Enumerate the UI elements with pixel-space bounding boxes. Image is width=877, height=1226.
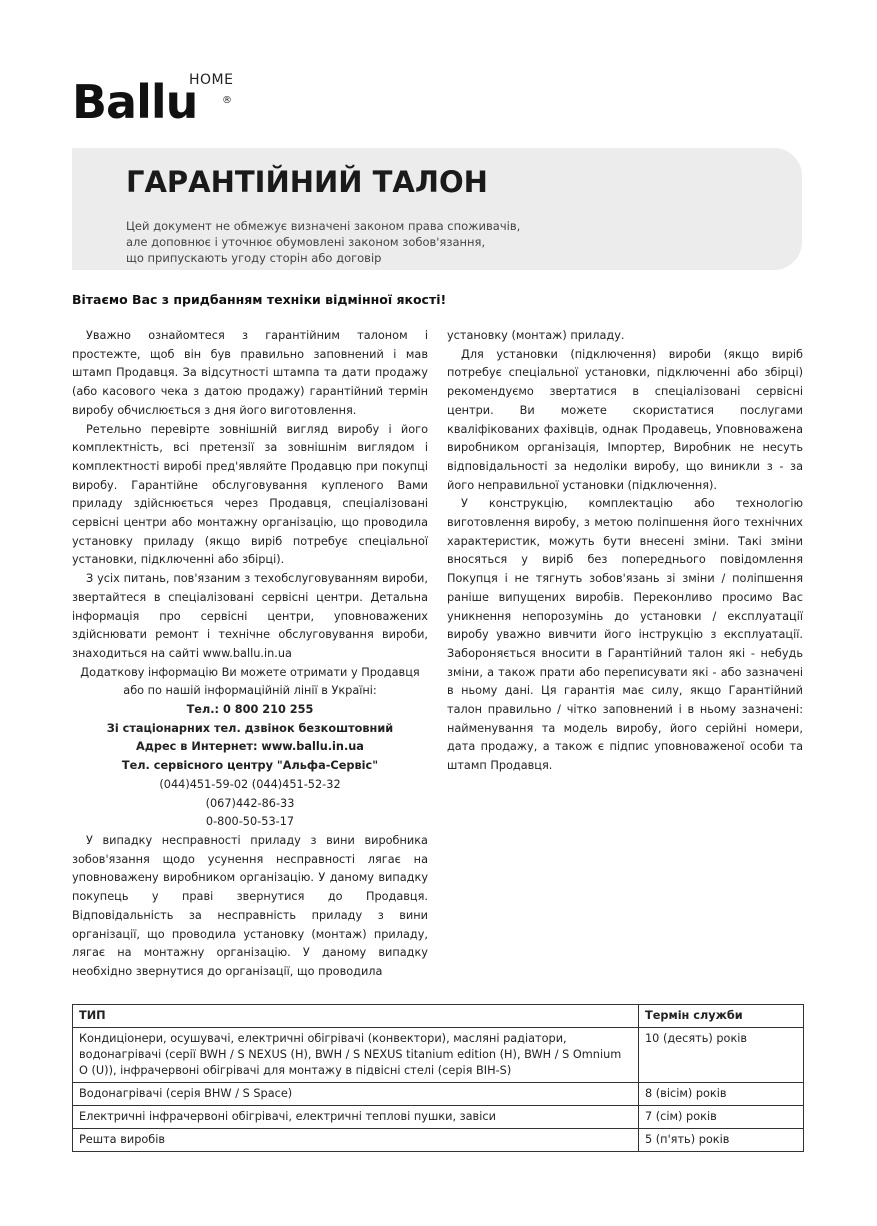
header-type: ТИП [73,1005,639,1028]
brand-logo [72,72,232,132]
paragraph: У випадку несправності приладу з вини виробника зобов'язання щодо усунення несправності лягає на уповноважену виробником організацію. У даному випадку покупець у праві звернутися до Продавця. Відповідальність за несправність приладу з вини організації, що проводила установку (монтаж) приладу, лягає на монтажну організацію. У даному випадку необхідно звернутися до організації, що проводила [72,833,428,978]
table-row [73,1028,804,1083]
term-cell: 10 (десять) років [639,1028,804,1083]
type-cell: Кондиціонери, осушувачі, електричні обігрівачі (конвектори), масляні радіатори, водонагрівачі (серії BWH / S NEXUS (H), BWH / S NEXUS titanium edition (H), BWH / S Omnium O (U)), інфрачервоні обігрівачі для монтажу в підвісні стелі (серія BIH-S) [73,1028,639,1083]
paragraph: Для установки (підключення) вироби (якщо виріб потребує спеціальної установки, підключенні або збірці) рекомендуємо звертатися в спеціалізовані сервісні центри. Ви можете скористатися послугами кваліфікованих фахівців, однак Продавець, Уповноважена виробником організація, Імпортер, Виробник не несуть відповідальності за недоліки виробу, що виникли з - за його неправильної установки (підключення). [447,347,803,492]
type-cell: Водонагрівачі (серія BHW / S Space) [73,1083,639,1106]
paragraph: З усіх питань, пов'язаним з техобслуговуванням вироби, звертайтеся в спеціалізовані сервісні центри. Детальна інформація про сервісні центри, уповноважених здійснювати ремонт і технічне обслуговування вироби, знаходиться на сайті www.ballu.in.ua [72,572,428,660]
table-row [73,1129,804,1152]
service-phone: (067)442-86-33 [205,796,295,810]
title-banner [72,148,802,270]
type-cell: Решта виробів [73,1129,639,1152]
brand-name: Ballu [72,75,198,129]
hotline-phone: Тел.: 0 800 210 255 [186,703,314,717]
banner-note-line: що припускають угоду сторін або договір [126,251,382,265]
left-column [72,327,428,982]
service-phone: 0-800-50-53-17 [205,815,295,829]
paragraph: Уважно ознайомтеся з гарантійним талоном і простежте, щоб він був правильно заповнений і мав штамп Продавця. За відсутності штампа та дати продажу (або касового чека з датою продажу) гарантійний термін виробу обчислюється з дня його виготовлення. [72,329,428,417]
table-header-row [73,1005,804,1028]
term-cell: 7 (сім) років [639,1106,804,1129]
brand-reg-mark: ® [222,95,232,106]
greeting-heading: Вітаємо Вас з придбанням техніки відмінної якості! [72,292,447,307]
right-column [447,327,803,776]
info-line: або по нашій інформаційній лінії в Україні: [123,684,377,698]
paragraph: Ретельно перевірте зовнішній вигляд виробу і його комплектність, всі претензії за зовнішнім виглядом і комплектності виробі пред'являйте Продавцю при покупці виробу. Гарантійне обслуговування купленого Вами приладу здійснюється через Продавця, спеціалізовані сервісні центри або монтажну організацію, що проводила установку приладу (якщо виріб потребує спеціальної установки, підключенні або збірці). [72,422,428,567]
banner-note-line: Цей документ не обмежує визначені законом права споживачів, [126,219,521,233]
table-row [73,1083,804,1106]
table-row [73,1106,804,1129]
type-cell: Електричні інфрачервоні обігрівачі, електричні теплові пушки, завіси [73,1106,639,1129]
term-cell: 5 (п'ять) років [639,1129,804,1152]
free-call-note: Зі стаціонарних тел. дзвінок безкоштовний [106,721,394,735]
page-title: ГАРАНТІЙНИЙ ТАЛОН [126,165,488,199]
website-line: Адрес в Интернет: www.ballu.in.ua [136,740,364,754]
paragraph: установку (монтаж) приладу. [447,329,625,342]
service-center-title: Тел. сервісного центру "Альфа-Сервіс" [121,759,379,773]
service-phone: (044)451-59-02 (044)451-52-32 [159,777,341,791]
banner-note [126,218,726,266]
paragraph: У конструкцію, комплектацію або технологію виготовлення виробу, з метою поліпшення його технічних характеристик, можуть бути внесені зміни. Такі зміни вносяться у виріб без попереднього повідомлення Покупця і не тягнуть зобов'язань зі зміни / поліпшення раніше випущених виробів. Переконливо просимо Вас уникнення непорозумінь до установки / експлуатації виробу уважно вивчити його інструкцію з експлуатації. Забороняється вносити в Гарантійний талон які - небудь зміни, а також прати або переписувати які - або зазначені в ньому дані. Ця гарантія має силу, якщо Гарантійний талон правильно / чітко заповнений і в ньому зазначені: найменування та модель виробу, його серійні номери, дата продажу, а також є підпис уповноваженої особи та штамп Продавця. [447,497,803,773]
banner-note-line: але доповнює і уточнює обумовлені законом зобов'язання, [126,235,486,249]
brand-sub: HOME [189,72,234,88]
term-cell: 8 (вісім) років [639,1083,804,1106]
header-term: Термін служби [639,1005,804,1028]
info-line: Додаткову інформацію Ви можете отримати у Продавця [80,665,420,679]
service-life-table [72,1004,804,1152]
